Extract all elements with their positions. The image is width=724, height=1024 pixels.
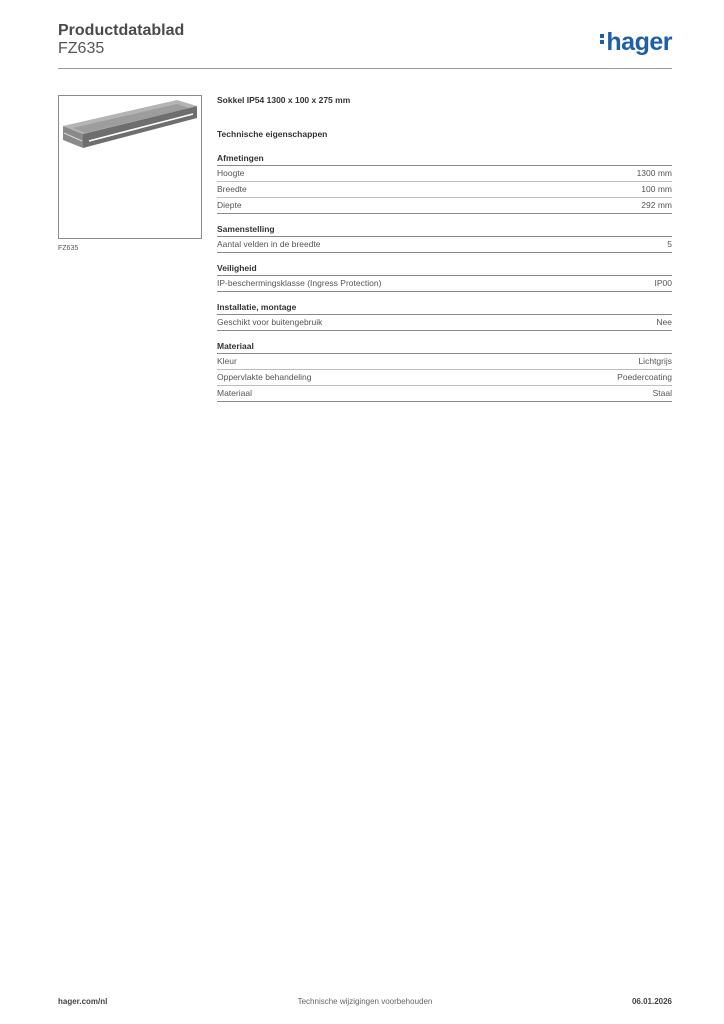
spec-value: 292 mm <box>641 200 672 210</box>
image-caption: FZ635 <box>58 245 79 252</box>
spec-section-title: Materiaal <box>217 341 672 354</box>
product-specs <box>217 95 672 412</box>
spec-value: IP00 <box>654 278 672 288</box>
product-image <box>58 95 202 239</box>
spec-label: Oppervlakte behandeling <box>217 372 312 382</box>
spec-label: Materiaal <box>217 388 252 398</box>
spec-label: Hoogte <box>217 168 245 178</box>
spec-row <box>217 198 672 214</box>
footer-disclaimer: Technische wijzigingen voorbehouden <box>297 997 433 1006</box>
spec-section-title: Afmetingen <box>217 153 672 166</box>
spec-value: 5 <box>667 239 672 249</box>
spec-section <box>217 341 672 402</box>
logo-text: hager <box>606 28 672 56</box>
logo-dots-icon <box>600 32 605 46</box>
spec-row <box>217 386 672 402</box>
plinth-illustration <box>59 96 201 238</box>
spec-value: Staal <box>652 388 672 398</box>
spec-section <box>217 263 672 292</box>
spec-row <box>217 354 672 370</box>
product-title: Sokkel IP54 1300 x 100 x 275 mm <box>217 95 351 105</box>
spec-label: Aantal velden in de breedte <box>217 239 321 249</box>
spec-row <box>217 370 672 386</box>
spec-value: Nee <box>656 317 672 327</box>
spec-row <box>217 166 672 182</box>
spec-row <box>217 315 672 331</box>
spec-label: Geschikt voor buitengebruik <box>217 317 323 327</box>
spec-section <box>217 224 672 253</box>
spec-value: Poedercoating <box>617 372 672 382</box>
spec-label: Diepte <box>217 200 242 210</box>
spec-section-title: Installatie, montage <box>217 302 672 315</box>
spec-label: Breedte <box>217 184 247 194</box>
spec-label: IP-beschermingsklasse (Ingress Protection) <box>217 278 382 288</box>
spec-sections <box>217 153 672 402</box>
technical-properties-heading: Technische eigenschappen <box>217 129 328 139</box>
spec-label: Kleur <box>217 356 237 366</box>
spec-row <box>217 182 672 198</box>
spec-section-title: Veiligheid <box>217 263 672 276</box>
footer-website: hager.com/nl <box>58 997 108 1006</box>
spec-value: 100 mm <box>641 184 672 194</box>
spec-value: Lichtgrijs <box>638 356 672 366</box>
hager-logo <box>600 28 672 57</box>
spec-section <box>217 153 672 214</box>
spec-section-title: Samenstelling <box>217 224 672 237</box>
product-reference: FZ635 <box>58 40 105 57</box>
spec-value: 1300 mm <box>636 168 672 178</box>
spec-row <box>217 276 672 292</box>
page-header <box>58 22 672 69</box>
spec-row <box>217 237 672 253</box>
footer-date: 06.01.2026 <box>631 997 672 1006</box>
document-title: Productdatablad <box>58 22 185 39</box>
spec-section <box>217 302 672 331</box>
